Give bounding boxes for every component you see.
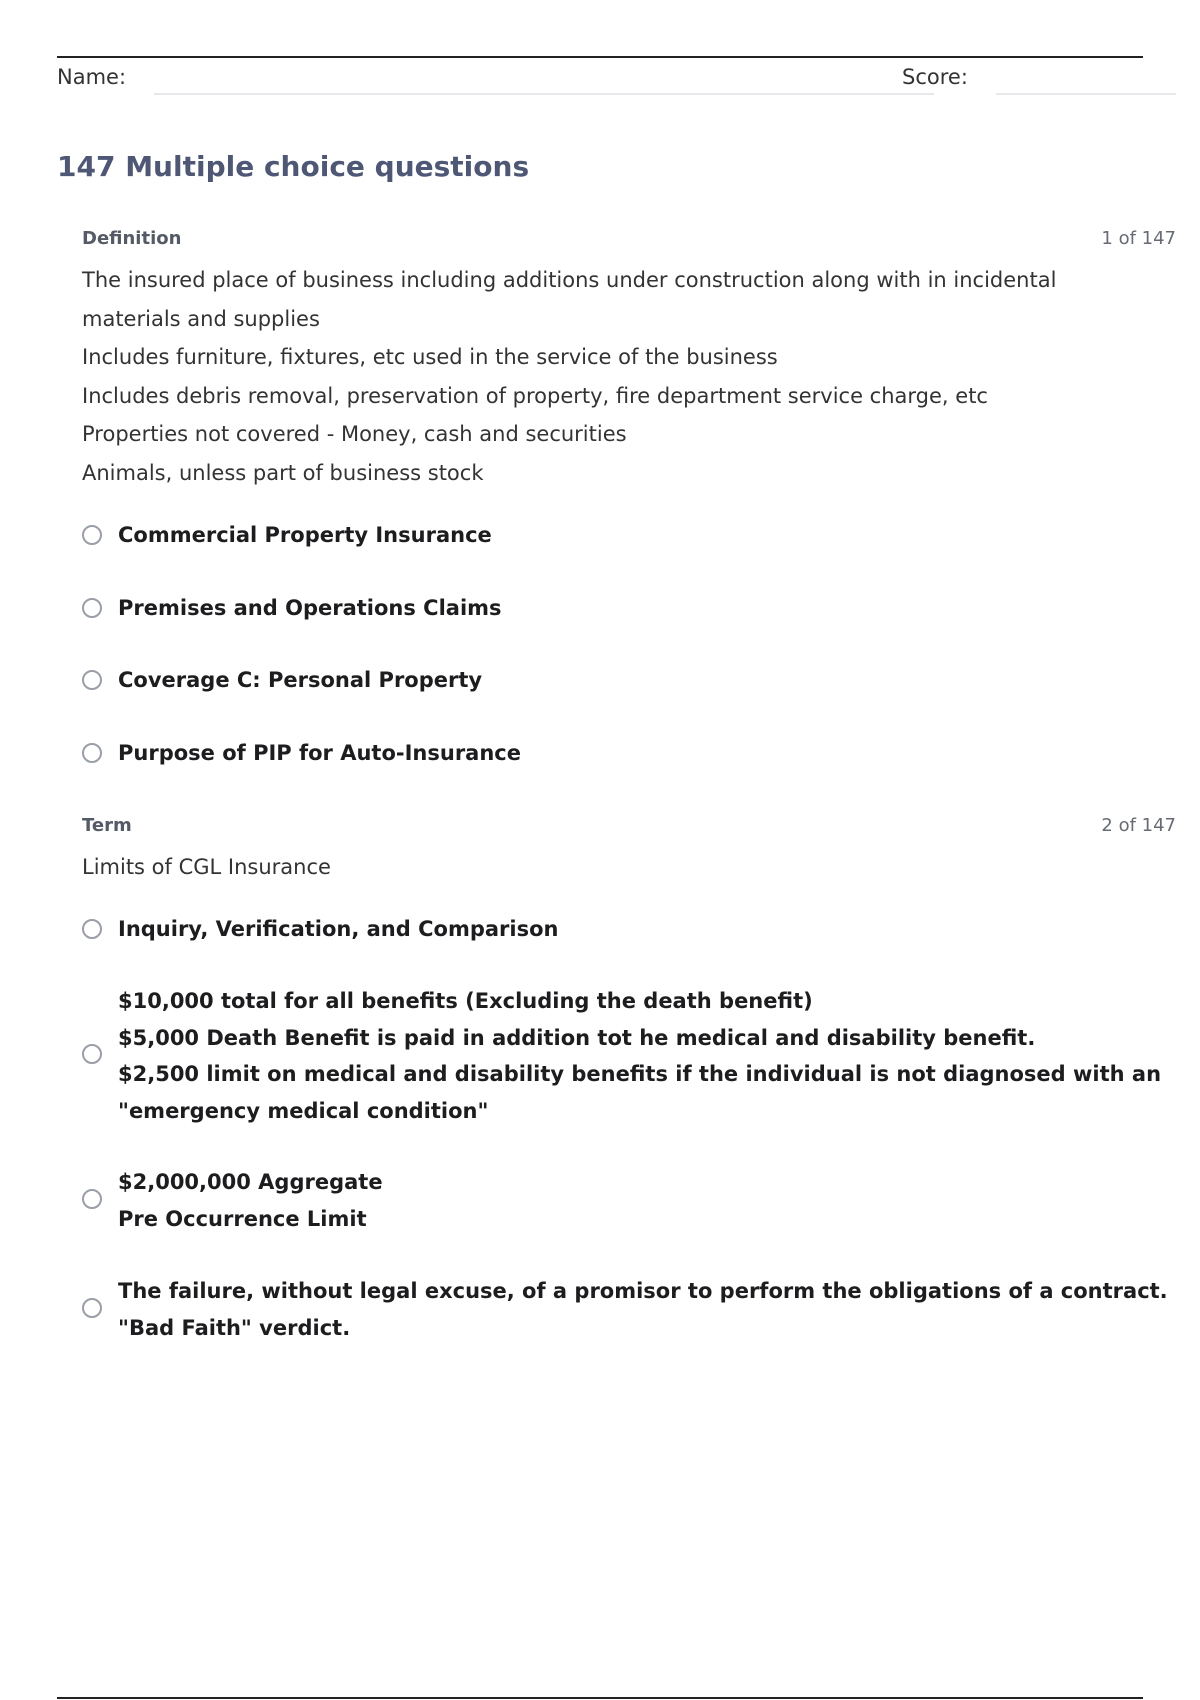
page-title: 147 Multiple choice questions <box>57 150 530 183</box>
radio-button[interactable] <box>82 1189 102 1209</box>
prompt-line: The insured place of business including additions under construction along with in incidental <box>82 268 1057 292</box>
option-label[interactable] <box>118 911 1168 948</box>
bottom-divider <box>57 1697 1143 1699</box>
option-line: Pre Occurrence Limit <box>118 1206 367 1231</box>
prompt-line: materials and supplies <box>82 306 320 331</box>
option-line: Purpose of PIP for Auto-Insurance <box>118 741 521 765</box>
prompt-line: Limits of CGL Insurance <box>82 855 331 879</box>
prompt-line: Properties not covered - Money, cash and securities <box>82 422 627 446</box>
option-line: $2,000,000 Aggregate <box>118 1170 383 1194</box>
radio-button[interactable] <box>82 743 102 763</box>
option-line: Commercial Property Insurance <box>118 523 492 547</box>
prompt-line: Animals, unless part of business stock <box>82 460 484 485</box>
name-field-line[interactable] <box>154 93 934 95</box>
option-label[interactable] <box>118 590 1168 627</box>
prompt-line: Includes furniture, fixtures, etc used in the service of the business <box>82 345 778 369</box>
question-counter: 1 of 147 <box>1101 228 1176 249</box>
option-line: Premises and Operations Claims <box>118 596 502 620</box>
question-kind-label: Term <box>82 815 132 836</box>
question-2 <box>82 815 1176 1355</box>
question-kind-label: Definition <box>82 228 182 249</box>
score-label: Score: <box>902 65 968 89</box>
option-line: The failure, without legal excuse, of a promisor to perform the obligations of a contract. <box>118 1279 1168 1303</box>
radio-button[interactable] <box>82 1044 102 1064</box>
option-line: "emergency medical condition" <box>118 1098 489 1123</box>
option-label[interactable] <box>118 735 1168 772</box>
radio-button[interactable] <box>82 919 102 939</box>
option-line: $2,500 limit on medical and disability benefits if the individual is not diagnosed with an <box>118 1062 1162 1086</box>
radio-button[interactable] <box>82 525 102 545</box>
radio-button[interactable] <box>82 1298 102 1318</box>
question-prompt <box>82 261 1112 492</box>
top-divider <box>57 56 1143 58</box>
option-label[interactable] <box>118 662 1168 699</box>
option-label[interactable] <box>118 517 1168 554</box>
name-label: Name: <box>57 65 127 89</box>
score-field-line[interactable] <box>996 93 1176 95</box>
option-line: $10,000 total for all benefits (Excluding the death benefit) <box>118 989 813 1013</box>
option-line: "Bad Faith" verdict. <box>118 1315 351 1340</box>
option-label[interactable] <box>118 1273 1168 1346</box>
radio-button[interactable] <box>82 598 102 618</box>
question-prompt <box>82 848 1112 887</box>
option-line: $5,000 Death Benefit is paid in addition tot he medical and disability benefit. <box>118 1025 1036 1050</box>
prompt-line: Includes debris removal, preservation of property, fire department service charge, etc <box>82 383 988 408</box>
question-counter: 2 of 147 <box>1101 815 1176 836</box>
radio-button[interactable] <box>82 670 102 690</box>
option-line: Coverage C: Personal Property <box>118 668 483 692</box>
question-1 <box>82 228 1176 768</box>
option-label[interactable] <box>118 983 1168 1129</box>
header-fields <box>57 62 1177 98</box>
option-line: Inquiry, Verification, and Comparison <box>118 917 559 941</box>
option-label[interactable] <box>118 1164 1168 1237</box>
